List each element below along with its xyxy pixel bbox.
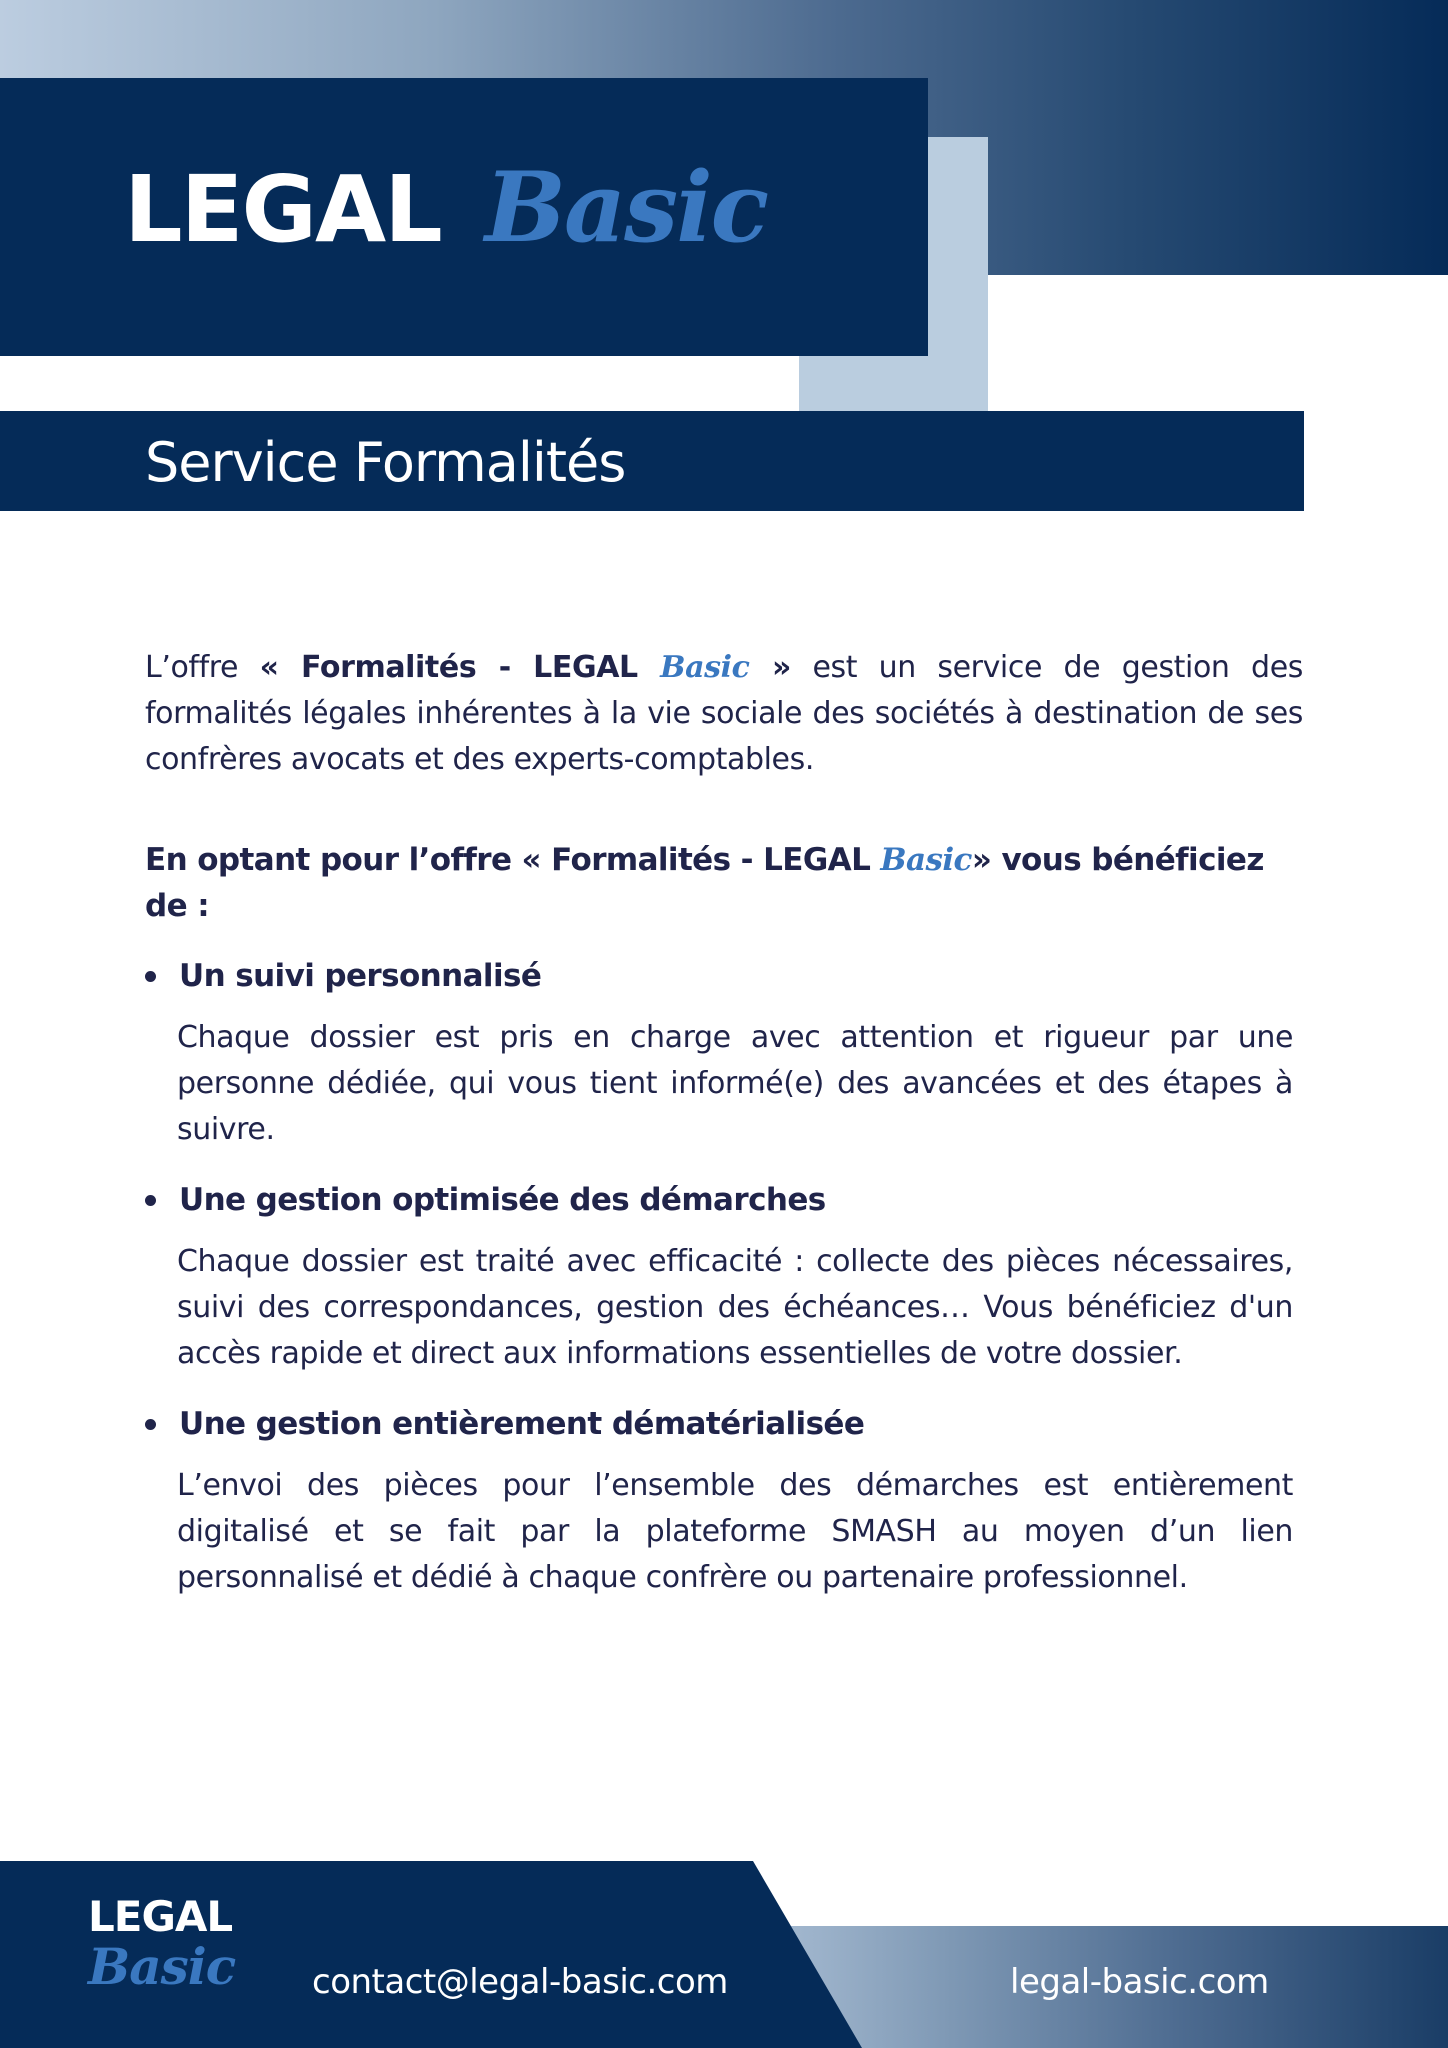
lead-basic-word: Basic xyxy=(880,842,972,878)
benefit-description: Chaque dossier est pris en charge avec attention et rigueur par une personne dédiée, qui vous tient informé(e) des avancées et des étapes à suivre. xyxy=(177,1020,1293,1147)
benefit-item xyxy=(145,953,1303,1153)
intro-offer-open: « Formalités - LEGAL xyxy=(259,650,661,685)
benefit-item xyxy=(145,1177,1303,1377)
bullet-icon xyxy=(145,1419,156,1430)
benefit-title: Une gestion entièrement dématérialisée xyxy=(179,1406,865,1442)
benefit-title: Une gestion optimisée des démarches xyxy=(179,1182,826,1218)
footer-logo-legal: LEGAL xyxy=(88,1892,233,1941)
benefit-heading xyxy=(145,953,1303,999)
intro-prefix: L’offre xyxy=(145,650,260,685)
main-content xyxy=(145,645,1303,1601)
intro-offer-name xyxy=(260,650,791,685)
intro-rest: est un service de gestion des formalités légales inhérentes à la vie sociale des sociétés à destination de ses confrères avocats et des experts-comptables. xyxy=(145,650,1303,777)
intro-offer-close: » xyxy=(749,650,791,685)
benefit-title: Un suivi personnalisé xyxy=(179,958,542,994)
logo-legal-text: LEGAL xyxy=(124,156,441,263)
brand-logo xyxy=(124,151,768,280)
title-bar xyxy=(0,411,1304,511)
benefits-lead xyxy=(145,837,1303,929)
logo-basic-text: Basic xyxy=(484,151,768,264)
benefit-heading xyxy=(145,1177,1303,1223)
website-link[interactable]: legal-basic.com xyxy=(1010,1962,1269,2002)
header-white-gap xyxy=(0,356,799,411)
lead-before: En optant pour l’offre « Formalités - LEGAL xyxy=(145,842,881,878)
bullet-icon xyxy=(145,971,156,982)
benefit-heading xyxy=(145,1401,1303,1447)
benefit-description: L’envoi des pièces pour l’ensemble des démarches est entièrement digitalisé et se fait par la plateforme SMASH au moyen d’un lien personnalisé et dédié à chaque confrère ou partenaire professionnel. xyxy=(177,1468,1293,1595)
footer-logo xyxy=(88,1892,236,1996)
intro-basic-word: Basic xyxy=(660,650,750,685)
bullet-icon xyxy=(145,1195,156,1206)
footer-logo-basic: Basic xyxy=(88,1937,236,1996)
benefit-description: Chaque dossier est traité avec efficacité : collecte des pièces nécessaires, suivi des correspondances, gestion des échéances… Vous bénéficiez d'un accès rapide et direct aux informations essentielles de votre dossier. xyxy=(177,1244,1293,1371)
contact-email-link[interactable]: contact@legal-basic.com xyxy=(312,1962,728,2002)
benefit-item xyxy=(145,1401,1303,1601)
page-title: Service Formalités xyxy=(145,431,626,494)
header-white-area xyxy=(988,275,1448,411)
lead-after: » vous bénéficiez de : xyxy=(145,842,1264,924)
intro-paragraph xyxy=(145,645,1303,783)
